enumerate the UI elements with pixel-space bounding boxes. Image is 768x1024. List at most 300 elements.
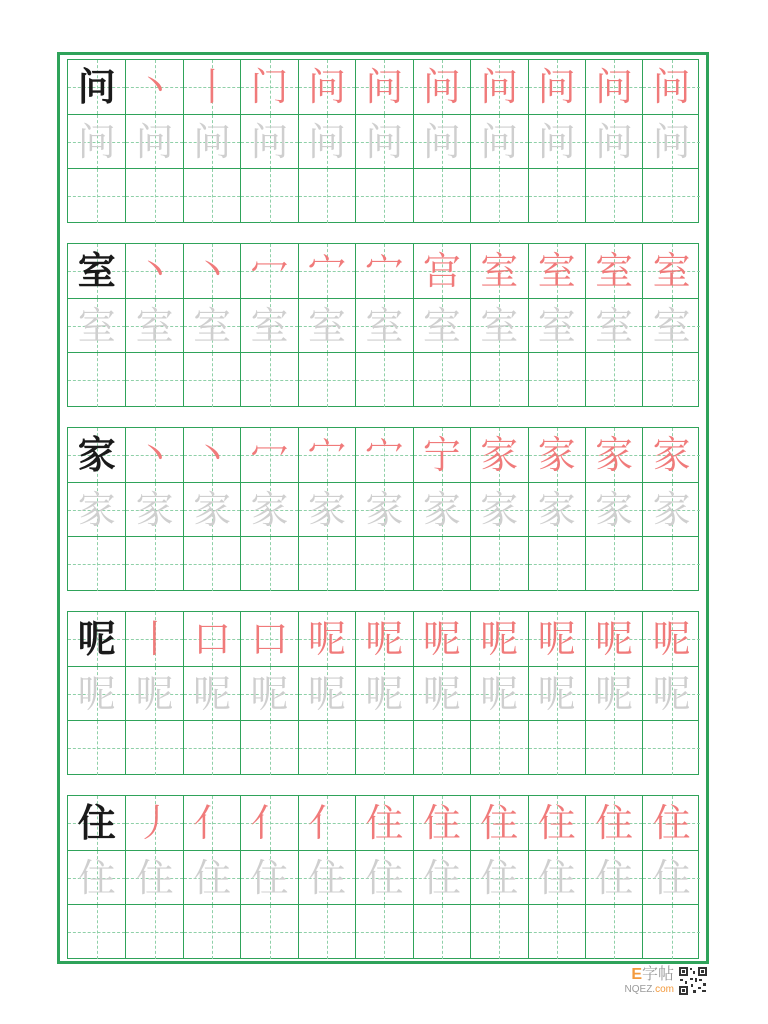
grid-cell[interactable] (240, 537, 297, 591)
stroke-step-glyph: 住 (595, 801, 634, 845)
grid-cell (68, 244, 125, 298)
stroke-step-glyph: 室 (652, 249, 691, 293)
trace-character: 住 (480, 856, 519, 900)
trace-character: 问 (422, 120, 461, 164)
stroke-step-glyph: 室 (480, 249, 519, 293)
grid-cell (240, 483, 297, 537)
practice-row (68, 482, 698, 537)
trace-character: 问 (307, 120, 346, 164)
stroke-step-glyph: 冖 (250, 249, 289, 293)
grid-cell (183, 428, 240, 482)
stroke-order-step (529, 244, 585, 298)
trace-character: 家 (77, 488, 116, 532)
stroke-order-step (529, 60, 585, 114)
stroke-step-glyph: 丶 (135, 433, 174, 477)
grid-cell[interactable] (585, 537, 642, 591)
grid-cell (298, 299, 355, 353)
brand-site-name: NQEZ. (624, 984, 656, 995)
stroke-order-step (241, 796, 297, 850)
stroke-order-step (643, 796, 699, 850)
stroke-step-glyph: 家 (595, 433, 634, 477)
stroke-order-step (356, 244, 412, 298)
grid-cell[interactable] (470, 721, 527, 775)
trace-character: 呢 (135, 672, 174, 716)
stroke-step-glyph: 住 (480, 801, 519, 845)
grid-cell (355, 483, 412, 537)
stroke-step-glyph: 宀 (365, 249, 404, 293)
grid-cell[interactable] (585, 905, 642, 959)
trace-character: 室 (480, 304, 519, 348)
grid-cell[interactable] (528, 353, 585, 407)
grid-cell[interactable] (642, 353, 699, 407)
trace-character: 住 (365, 856, 404, 900)
grid-cell[interactable] (183, 537, 240, 591)
trace-character: 室 (422, 304, 461, 348)
grid-cell (298, 796, 355, 850)
practice-row (68, 612, 698, 666)
practice-row (68, 352, 698, 407)
grid-cell (68, 667, 125, 721)
grid-cell[interactable] (355, 353, 412, 407)
grid-cell (585, 612, 642, 666)
grid-cell[interactable] (413, 537, 470, 591)
grid-cell (355, 428, 412, 482)
stroke-step-glyph: 问 (652, 65, 691, 109)
worksheet-frame (57, 52, 709, 964)
grid-cell[interactable] (642, 905, 699, 959)
grid-cell[interactable] (125, 169, 182, 223)
grid-cell[interactable] (183, 905, 240, 959)
grid-cell (528, 796, 585, 850)
stroke-order-step (299, 428, 355, 482)
grid-cell[interactable] (470, 537, 527, 591)
practice-row (68, 536, 698, 591)
grid-cell (470, 851, 527, 905)
stroke-step-glyph: 丨 (193, 65, 232, 109)
grid-cell (125, 60, 182, 114)
trace-character: 住 (77, 856, 116, 900)
grid-cell[interactable] (68, 905, 125, 959)
grid-cell (68, 851, 125, 905)
stroke-step-glyph: 住 (365, 801, 404, 845)
grid-cell[interactable] (528, 721, 585, 775)
brand-title (631, 966, 674, 984)
grid-cell (642, 796, 699, 850)
grid-cell[interactable] (642, 721, 699, 775)
stroke-step-glyph: 问 (307, 65, 346, 109)
grid-cell (240, 667, 297, 721)
trace-character: 问 (135, 120, 174, 164)
grid-cell (240, 60, 297, 114)
grid-cell[interactable] (240, 721, 297, 775)
grid-cell (585, 115, 642, 169)
grid-cell (470, 483, 527, 537)
stroke-order-step (586, 796, 642, 850)
trace-character: 呢 (480, 672, 519, 716)
stroke-order-step (126, 428, 182, 482)
stroke-order-step (184, 60, 240, 114)
grid-cell (183, 299, 240, 353)
grid-cell[interactable] (125, 353, 182, 407)
grid-cell (528, 60, 585, 114)
practice-block (67, 243, 699, 407)
stroke-step-glyph: 住 (652, 801, 691, 845)
stroke-step-glyph: 冖 (250, 433, 289, 477)
stroke-order-step (241, 612, 297, 666)
stroke-order-step (299, 796, 355, 850)
grid-cell (470, 796, 527, 850)
trace-character: 住 (422, 856, 461, 900)
grid-cell (183, 667, 240, 721)
stroke-order-step (586, 244, 642, 298)
grid-cell (642, 299, 699, 353)
grid-cell[interactable] (355, 537, 412, 591)
grid-cell[interactable] (528, 905, 585, 959)
grid-cell[interactable] (355, 721, 412, 775)
grid-cell (413, 244, 470, 298)
stroke-order-step (126, 244, 182, 298)
stroke-step-glyph: 室 (537, 249, 576, 293)
grid-cell (413, 796, 470, 850)
trace-character: 问 (365, 120, 404, 164)
grid-cell[interactable] (298, 353, 355, 407)
grid-cell (68, 796, 125, 850)
grid-cell (125, 851, 182, 905)
grid-cell (413, 428, 470, 482)
stroke-order-step (471, 796, 527, 850)
trace-character: 家 (652, 488, 691, 532)
grid-cell[interactable] (183, 353, 240, 407)
grid-cell (585, 796, 642, 850)
stroke-step-glyph: 问 (480, 65, 519, 109)
grid-cell (585, 428, 642, 482)
stroke-order-step (414, 244, 470, 298)
grid-cell (68, 60, 125, 114)
grid-cell[interactable] (298, 905, 355, 959)
stroke-order-step (241, 60, 297, 114)
grid-cell[interactable] (240, 169, 297, 223)
model-character: 住 (77, 801, 116, 845)
trace-character: 家 (365, 488, 404, 532)
grid-cell (642, 60, 699, 114)
grid-cell[interactable] (470, 905, 527, 959)
grid-cell[interactable] (355, 169, 412, 223)
trace-character: 住 (595, 856, 634, 900)
qr-code-icon (678, 966, 708, 996)
grid-cell (68, 299, 125, 353)
grid-cell[interactable] (585, 169, 642, 223)
grid-cell (528, 244, 585, 298)
grid-cell (240, 612, 297, 666)
grid-cell[interactable] (68, 537, 125, 591)
grid-cell (298, 244, 355, 298)
trace-character: 家 (135, 488, 174, 532)
grid-cell (183, 60, 240, 114)
stroke-step-glyph: 亻 (193, 801, 232, 845)
practice-row (68, 298, 698, 353)
grid-cell (585, 851, 642, 905)
grid-cell[interactable] (355, 905, 412, 959)
grid-cell (125, 667, 182, 721)
practice-row (68, 60, 698, 114)
grid-cell[interactable] (470, 353, 527, 407)
stroke-order-step (586, 428, 642, 482)
practice-row (68, 904, 698, 959)
grid-cell (298, 483, 355, 537)
grid-cell[interactable] (470, 169, 527, 223)
grid-cell (355, 612, 412, 666)
grid-cell (642, 244, 699, 298)
brand-e: E (631, 966, 642, 983)
grid-cell (470, 667, 527, 721)
stroke-step-glyph: 口 (250, 617, 289, 661)
grid-cell (355, 667, 412, 721)
trace-character: 问 (480, 120, 519, 164)
stroke-order-step (471, 60, 527, 114)
grid-cell[interactable] (298, 721, 355, 775)
trace-character: 呢 (652, 672, 691, 716)
stroke-step-glyph: 呢 (480, 617, 519, 661)
practice-block (67, 59, 699, 223)
model-character: 家 (77, 433, 116, 477)
stroke-step-glyph: 亻 (250, 801, 289, 845)
grid-cell (470, 115, 527, 169)
grid-cell (183, 115, 240, 169)
grid-cell[interactable] (642, 537, 699, 591)
model-character: 问 (77, 65, 116, 109)
grid-cell (642, 428, 699, 482)
stroke-step-glyph: 呢 (422, 617, 461, 661)
trace-character: 呢 (595, 672, 634, 716)
stroke-step-glyph: 丶 (193, 249, 232, 293)
grid-cell[interactable] (413, 169, 470, 223)
grid-cell (298, 428, 355, 482)
grid-cell[interactable] (642, 169, 699, 223)
stroke-step-glyph: 家 (480, 433, 519, 477)
grid-cell[interactable] (125, 905, 182, 959)
stroke-order-step (241, 428, 297, 482)
grid-cell (183, 796, 240, 850)
grid-cell (355, 115, 412, 169)
stroke-order-step (126, 60, 182, 114)
grid-cell[interactable] (585, 353, 642, 407)
grid-cell (642, 483, 699, 537)
grid-cell (183, 851, 240, 905)
grid-cell (642, 667, 699, 721)
trace-character: 问 (537, 120, 576, 164)
grid-cell[interactable] (413, 721, 470, 775)
grid-cell (528, 851, 585, 905)
stroke-order-step (356, 612, 412, 666)
brand-logo (625, 966, 674, 996)
grid-cell[interactable] (183, 169, 240, 223)
stroke-step-glyph: 口 (193, 617, 232, 661)
grid-cell (355, 60, 412, 114)
grid-cell (413, 667, 470, 721)
stroke-step-glyph: 呢 (365, 617, 404, 661)
brand-site (625, 984, 674, 996)
stroke-step-glyph: 住 (537, 801, 576, 845)
grid-cell (298, 851, 355, 905)
grid-cell (470, 612, 527, 666)
grid-cell (355, 796, 412, 850)
stroke-step-glyph: 家 (537, 433, 576, 477)
stroke-step-glyph: 宁 (422, 433, 461, 477)
grid-cell (528, 667, 585, 721)
stroke-order-step (643, 60, 699, 114)
trace-character: 呢 (193, 672, 232, 716)
stroke-step-glyph: 问 (422, 65, 461, 109)
stroke-step-glyph: 丿 (135, 801, 174, 845)
trace-character: 室 (193, 304, 232, 348)
trace-character: 家 (250, 488, 289, 532)
grid-cell (125, 612, 182, 666)
trace-character: 家 (480, 488, 519, 532)
trace-character: 住 (193, 856, 232, 900)
grid-cell (183, 244, 240, 298)
practice-row (68, 796, 698, 850)
stroke-order-step (414, 612, 470, 666)
practice-row (68, 114, 698, 169)
grid-cell (355, 244, 412, 298)
grid-cell (298, 60, 355, 114)
model-character: 呢 (77, 617, 116, 661)
trace-character: 呢 (250, 672, 289, 716)
grid-cell (413, 483, 470, 537)
stroke-step-glyph: 问 (537, 65, 576, 109)
stroke-step-glyph: 家 (652, 433, 691, 477)
grid-cell (585, 60, 642, 114)
trace-character: 呢 (77, 672, 116, 716)
stroke-step-glyph: 呢 (307, 617, 346, 661)
trace-character: 家 (595, 488, 634, 532)
stroke-order-step (471, 612, 527, 666)
grid-cell (413, 60, 470, 114)
practice-row (68, 720, 698, 775)
grid-cell (125, 796, 182, 850)
grid-cell[interactable] (183, 721, 240, 775)
grid-cell (528, 612, 585, 666)
grid-cell[interactable] (298, 537, 355, 591)
grid-cell[interactable] (125, 721, 182, 775)
practice-row (68, 666, 698, 721)
trace-character: 室 (365, 304, 404, 348)
grid-cell[interactable] (240, 905, 297, 959)
stroke-order-step (356, 428, 412, 482)
stroke-order-step (586, 612, 642, 666)
grid-cell (68, 612, 125, 666)
grid-cell[interactable] (585, 721, 642, 775)
grid-cell (240, 115, 297, 169)
stroke-step-glyph: 丨 (135, 617, 174, 661)
stroke-order-step (356, 796, 412, 850)
grid-cell (240, 244, 297, 298)
grid-cell (183, 612, 240, 666)
grid-cell (413, 299, 470, 353)
grid-cell[interactable] (413, 905, 470, 959)
stroke-step-glyph: 宫 (422, 249, 461, 293)
grid-cell[interactable] (68, 721, 125, 775)
trace-character: 家 (422, 488, 461, 532)
grid-cell (240, 428, 297, 482)
grid-cell[interactable] (413, 353, 470, 407)
stroke-order-step (299, 612, 355, 666)
brand-footer (625, 966, 708, 996)
stroke-order-step (414, 428, 470, 482)
stroke-order-step (184, 612, 240, 666)
trace-character: 家 (307, 488, 346, 532)
grid-cell[interactable] (528, 169, 585, 223)
trace-character: 住 (307, 856, 346, 900)
practice-row (68, 168, 698, 223)
grid-cell[interactable] (528, 537, 585, 591)
grid-cell[interactable] (125, 537, 182, 591)
trace-character: 室 (652, 304, 691, 348)
model-character: 室 (77, 249, 116, 293)
grid-cell (240, 299, 297, 353)
stroke-order-step (126, 612, 182, 666)
stroke-order-step (643, 428, 699, 482)
grid-cell (585, 483, 642, 537)
grid-cell (125, 299, 182, 353)
grid-cell (585, 667, 642, 721)
stroke-order-step (643, 612, 699, 666)
trace-character: 呢 (307, 672, 346, 716)
grid-cell (470, 428, 527, 482)
stroke-step-glyph: 门 (250, 65, 289, 109)
stroke-step-glyph: 呢 (537, 617, 576, 661)
trace-character: 室 (77, 304, 116, 348)
stroke-step-glyph: 室 (595, 249, 634, 293)
grid-cell (68, 483, 125, 537)
grid-cell (240, 796, 297, 850)
stroke-step-glyph: 呢 (595, 617, 634, 661)
stroke-step-glyph: 亻 (307, 801, 346, 845)
stroke-step-glyph: 宀 (307, 433, 346, 477)
grid-cell (528, 299, 585, 353)
practice-row (68, 850, 698, 905)
grid-cell (642, 612, 699, 666)
stroke-step-glyph: 问 (595, 65, 634, 109)
stroke-order-step (126, 796, 182, 850)
stroke-order-step (184, 244, 240, 298)
grid-cell (183, 483, 240, 537)
trace-character: 住 (250, 856, 289, 900)
stroke-step-glyph: 宀 (365, 433, 404, 477)
trace-character: 呢 (537, 672, 576, 716)
grid-cell (642, 851, 699, 905)
trace-character: 问 (595, 120, 634, 164)
grid-cell (585, 299, 642, 353)
stroke-order-step (471, 428, 527, 482)
grid-cell[interactable] (240, 353, 297, 407)
practice-block (67, 795, 699, 959)
grid-cell[interactable] (68, 169, 125, 223)
grid-cell (470, 299, 527, 353)
trace-character: 住 (135, 856, 174, 900)
trace-character: 家 (193, 488, 232, 532)
grid-cell[interactable] (298, 169, 355, 223)
grid-cell (470, 244, 527, 298)
trace-character: 呢 (422, 672, 461, 716)
stroke-step-glyph: 住 (422, 801, 461, 845)
stroke-order-step (356, 60, 412, 114)
grid-cell (298, 612, 355, 666)
grid-cell (585, 244, 642, 298)
practice-block (67, 427, 699, 591)
grid-cell (125, 483, 182, 537)
grid-cell[interactable] (68, 353, 125, 407)
